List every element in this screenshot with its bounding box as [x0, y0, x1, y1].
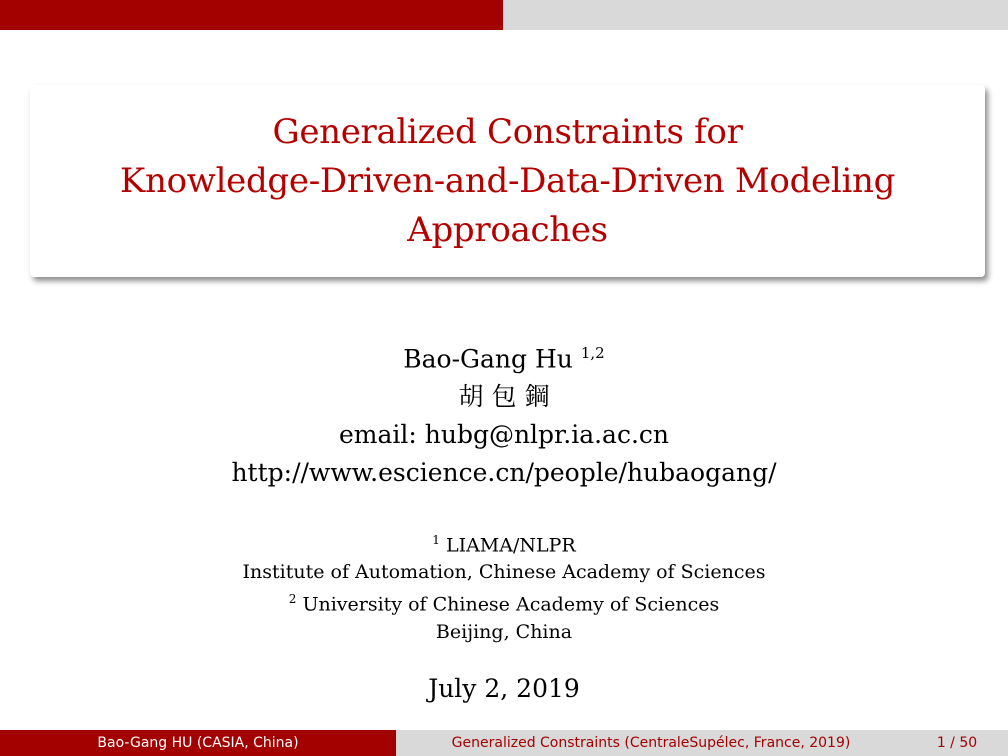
affiliations-block: [0, 527, 1008, 646]
title-line-1: Generalized Constraints for: [272, 111, 743, 152]
affiliation-2-org: University of Chinese Academy of Sciences: [302, 593, 720, 616]
footer-author: Bao-Gang HU (CASIA, China): [0, 730, 396, 756]
author-homepage: http://www.escience.cn/people/hubaogang/: [231, 458, 777, 488]
title-line-2: Knowledge-Driven-and-Data-Driven Modeling: [119, 160, 896, 201]
header-bar: [0, 0, 1008, 30]
author-affil-marks: 1,2: [580, 344, 605, 362]
footer-bar: [0, 730, 1008, 756]
header-bar-gray: [503, 0, 1008, 30]
affiliation-location: Beijing, China: [435, 620, 573, 643]
affiliation-2: [0, 586, 1008, 618]
title-line-3: Approaches: [407, 209, 608, 250]
affiliation-2-mark: 2: [288, 592, 297, 607]
footer-page-number: 1 / 50: [906, 730, 1008, 756]
title-box: [30, 85, 985, 277]
author-name: Bao-Gang Hu: [403, 344, 573, 374]
footer-short-title: Generalized Constraints (CentraleSupélec, France, 2019): [396, 730, 906, 756]
affiliation-1-institute: Institute of Automation, Chinese Academy of Sciences: [242, 561, 766, 584]
presentation-date: July 2, 2019: [428, 674, 580, 703]
affiliation-1-mark: 1: [432, 533, 440, 547]
affiliation-1: [0, 527, 1008, 559]
affiliation-1-org: LIAMA/NLPR: [445, 534, 576, 557]
author-chinese-name: 胡 包 鋼: [458, 382, 550, 412]
header-bar-accent: [0, 0, 503, 30]
author-email: email: hubg@nlpr.ia.ac.cn: [338, 420, 670, 450]
author-name-line: [0, 334, 1008, 378]
author-block: [0, 334, 1008, 492]
